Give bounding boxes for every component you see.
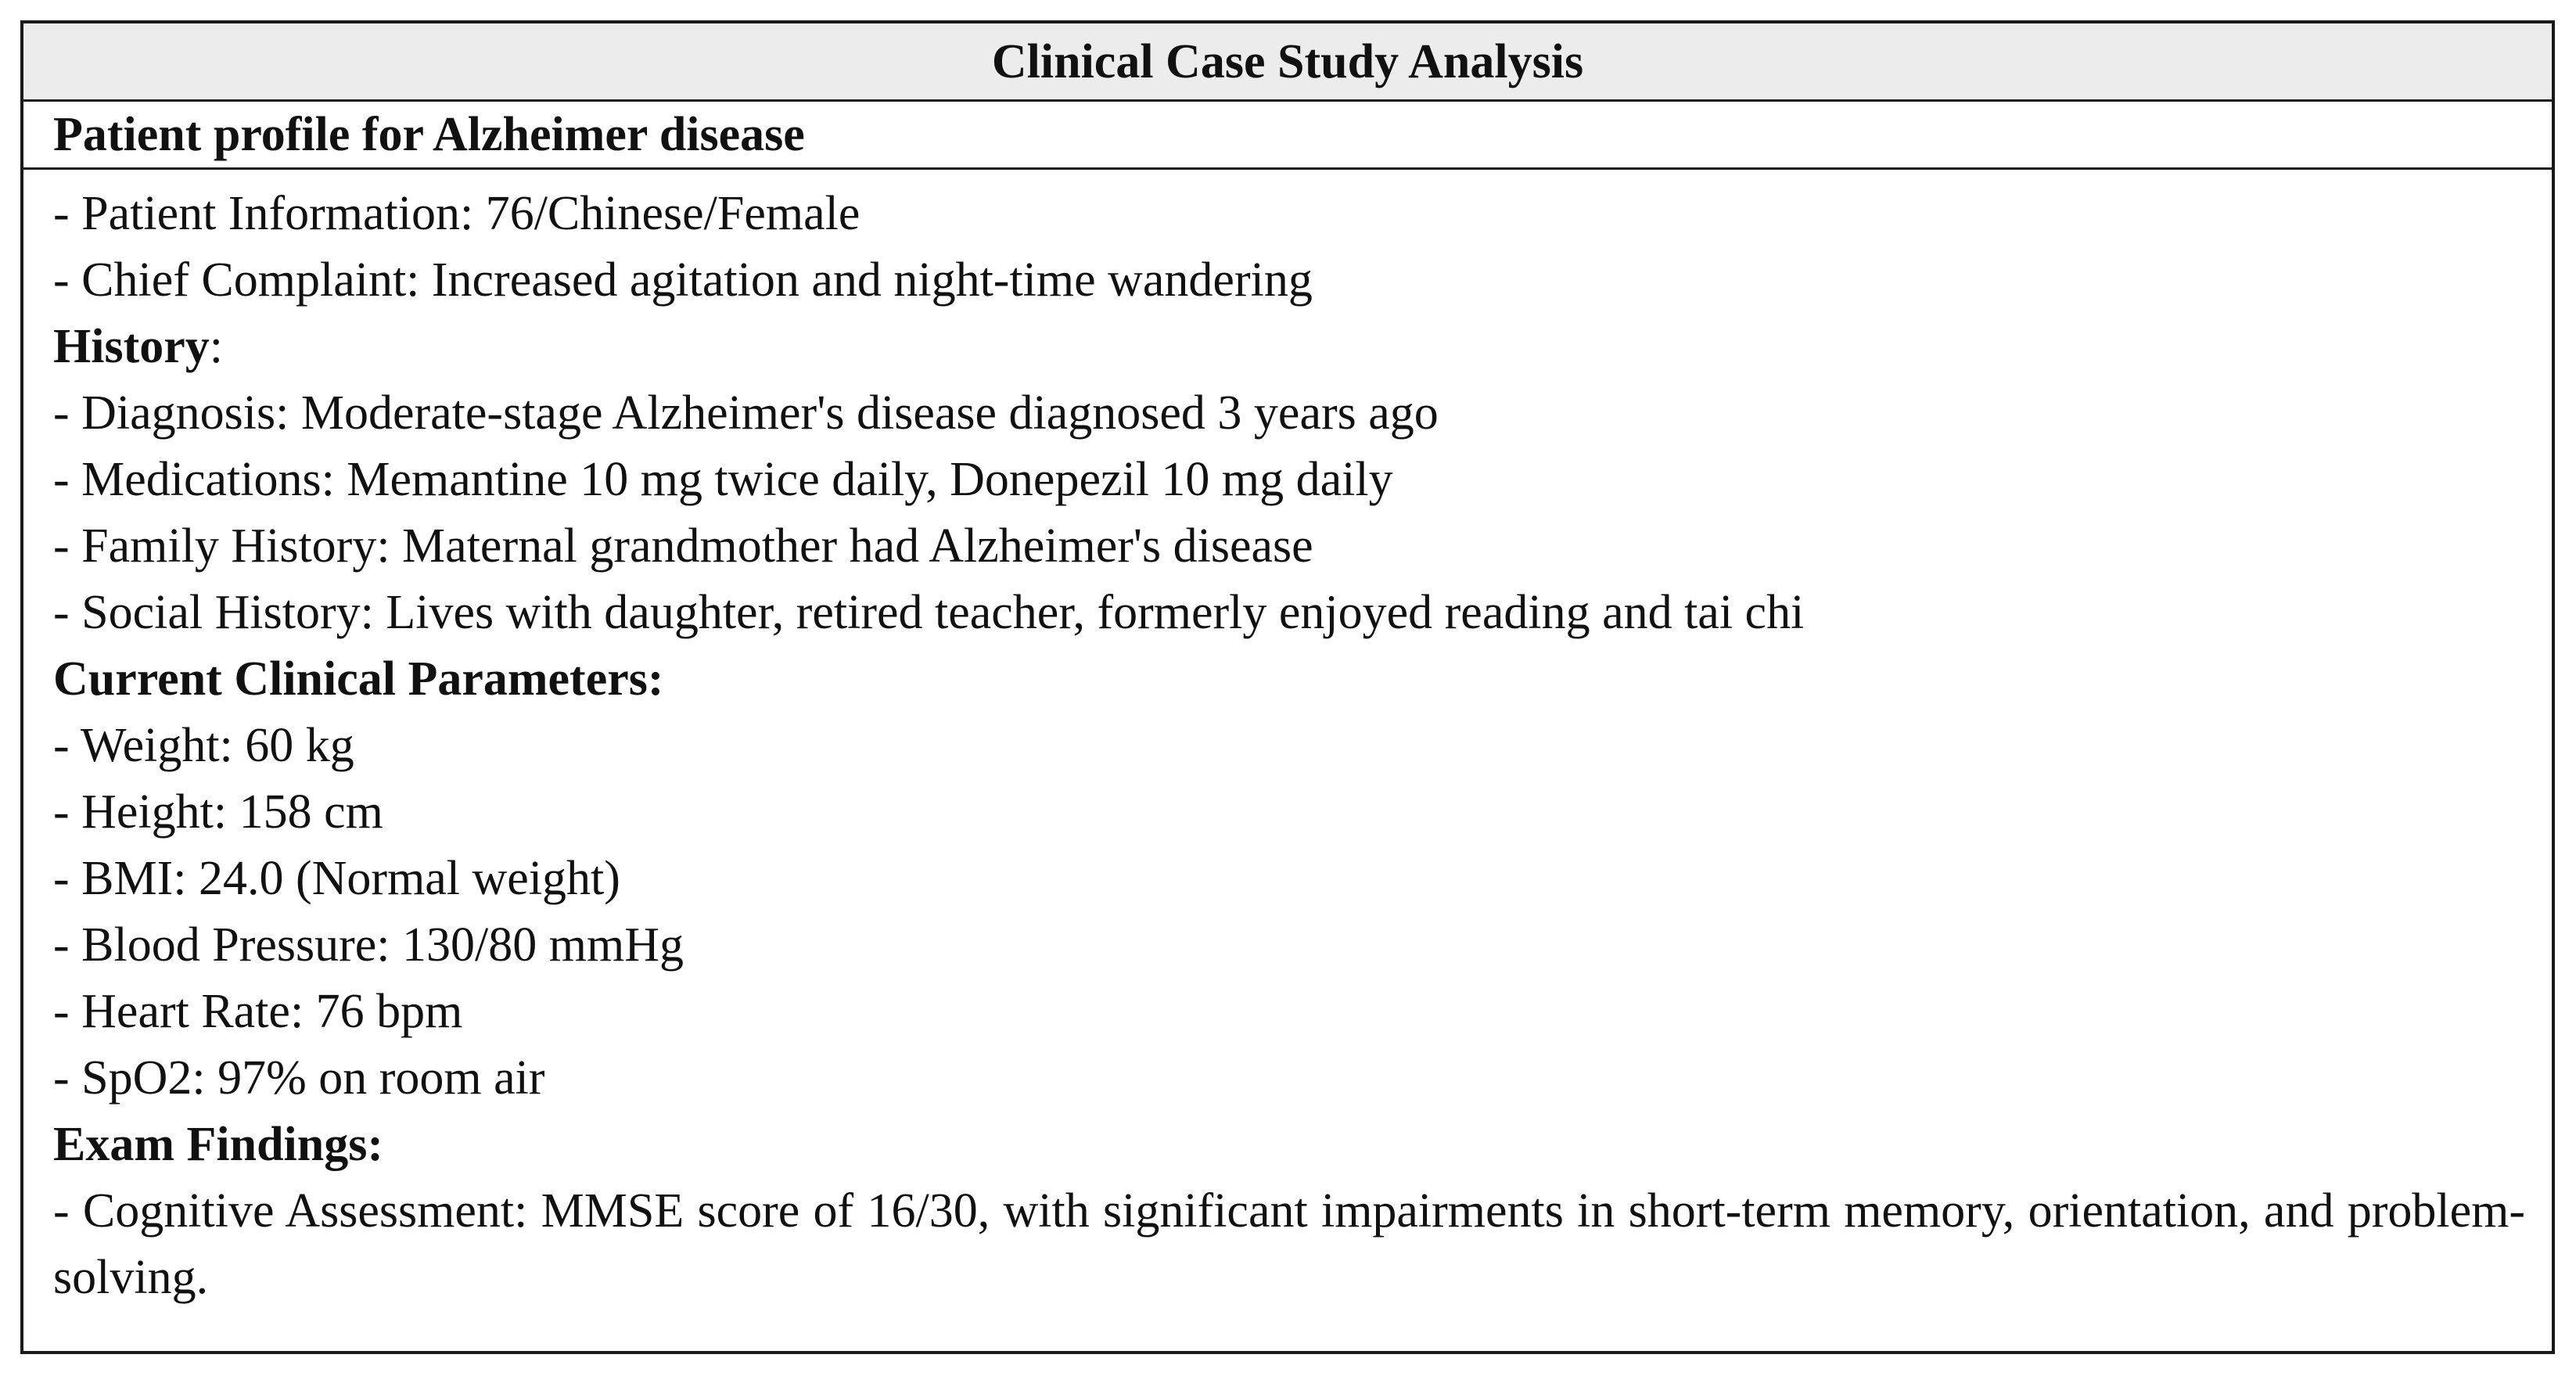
chief-complaint: - Chief Complaint: Increased agitation and night-time wandering	[53, 253, 1313, 307]
diagnosis: - Diagnosis: Moderate-stage Alzheimer's disease diagnosed 3 years ago	[53, 386, 1439, 440]
table-title-text: Clinical Case Study Analysis	[991, 34, 1584, 88]
cognitive-assessment: - Cognitive Assessment: MMSE score of 16/30, with significant impairments in short-term memory, orientation, and problem-solving.	[53, 1184, 2525, 1304]
profile-heading-row	[23, 102, 2552, 170]
blood-pressure: - Blood Pressure: 130/80 mmHg	[53, 918, 684, 972]
exam-findings-heading: Exam Findings:	[53, 1118, 384, 1171]
social-history: - Social History: Lives with daughter, retired teacher, formerly enjoyed reading and tai chi	[53, 586, 1805, 639]
history-heading	[53, 314, 2522, 380]
history-heading-text: History	[53, 320, 210, 373]
medications: - Medications: Memantine 10 mg twice daily, Donepezil 10 mg daily	[53, 453, 1393, 506]
patient-information: - Patient Information: 76/Chinese/Female	[53, 187, 860, 240]
height: - Height: 158 cm	[53, 785, 383, 839]
case-body	[23, 170, 2552, 1311]
clinical-parameters-heading: Current Clinical Parameters:	[53, 652, 664, 706]
profile-heading: Patient profile for Alzheimer disease	[53, 108, 805, 161]
family-history: - Family History: Maternal grandmother had Alzheimer's disease	[53, 519, 1313, 573]
heart-rate: - Heart Rate: 76 bpm	[53, 985, 463, 1038]
history-heading-colon: :	[209, 320, 223, 373]
bmi: - BMI: 24.0 (Normal weight)	[53, 852, 620, 905]
case-study-table	[20, 20, 2555, 1354]
table-title	[23, 23, 2552, 102]
spo2: - SpO2: 97% on room air	[53, 1051, 545, 1105]
weight: - Weight: 60 kg	[53, 719, 354, 772]
